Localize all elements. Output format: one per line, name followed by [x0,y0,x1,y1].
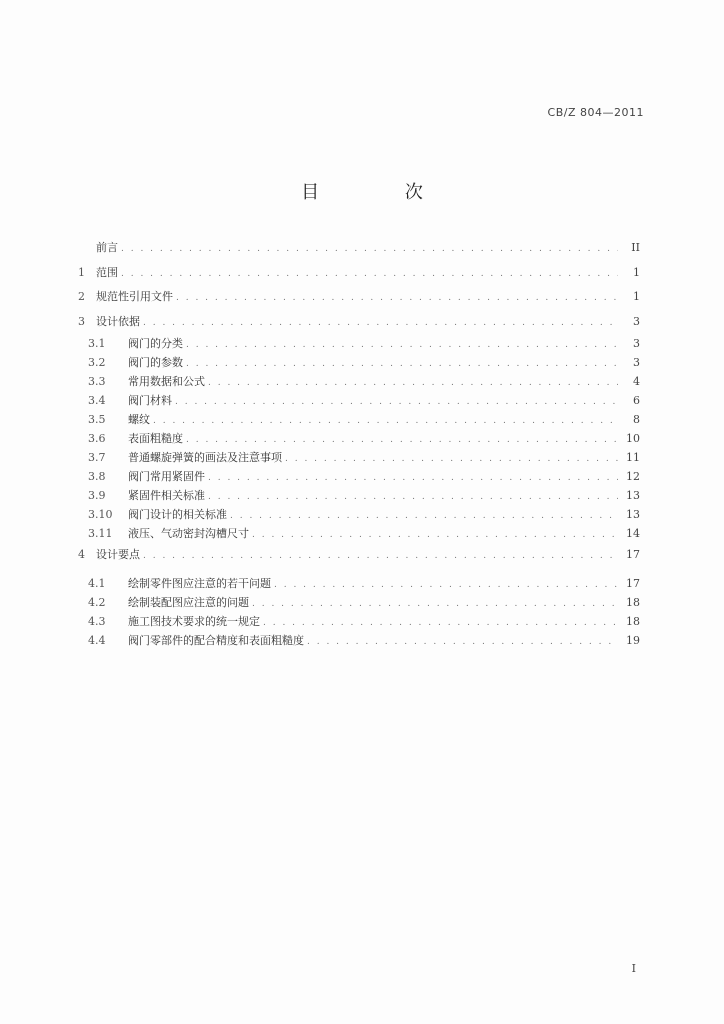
toc-entry [78,285,640,310]
toc-leader-dots [252,526,618,545]
toc-entry [78,631,640,650]
toc-entry-page: 13 [626,508,640,521]
toc-entry-number: 3.2 [88,356,106,369]
toc-entry-label: 阀门的分类 [128,337,183,350]
toc-entry-number: 3.8 [88,470,106,483]
toc-entry-page: 19 [626,633,640,647]
toc-entry-label: 紧固件相关标准 [128,489,205,502]
toc-entry [78,372,640,391]
toc-entry-number: 3.7 [88,451,106,464]
toc-entry-number: 1 [78,265,85,279]
page-title: 目 次 [301,182,463,203]
toc-leader-dots [252,595,618,614]
toc-entry [78,574,640,593]
toc-leader-dots [186,336,618,355]
toc-leader-dots [176,286,618,311]
toc-entry-label: 阀门的参数 [128,356,183,369]
toc-entry [78,353,640,372]
toc-entry [78,448,640,467]
toc-leader-dots [175,393,618,412]
toc-leader-dots [143,544,618,569]
toc-entry-page: 4 [633,375,640,388]
toc-entry-page: 18 [626,595,640,609]
toc-entry-label: 规范性引用文件 [96,290,173,303]
toc-entry-page: 1 [633,290,640,303]
standard-code: CB/Z 804—2011 [547,106,644,119]
toc-entry-number: 2 [78,290,85,303]
toc-leader-dots [121,262,618,287]
toc-entry-page: 11 [626,451,640,464]
toc-entry-label: 施工图技术要求的统一规定 [128,614,260,628]
toc-entry [78,505,640,524]
toc-entry-number: 4.3 [88,614,106,628]
toc-entry-page: 3 [633,314,640,328]
toc-entry [78,429,640,448]
toc-leader-dots [208,488,618,507]
toc-leader-dots [208,374,618,393]
toc-entry-label: 设计依据 [96,314,140,328]
toc-entry-page: 18 [626,614,640,628]
toc-entry-label: 阀门零部件的配合精度和表面粗糙度 [128,633,304,647]
page-number: I [631,962,636,975]
toc-entry-label: 阀门常用紧固件 [128,470,205,483]
toc-entry [78,486,640,505]
toc-entry-number: 3.4 [88,394,106,407]
toc-entry-label: 螺纹 [128,413,150,426]
toc-entry-label: 普通螺旋弹簧的画法及注意事项 [128,451,282,464]
toc-entry-page: 14 [626,527,640,540]
toc-entry [78,391,640,410]
toc-entry-page: 17 [626,576,640,590]
toc-entry-number: 3.9 [88,489,106,502]
toc-entry [78,410,640,429]
toc-entry [78,524,640,543]
toc-entry-label: 前言 [96,241,118,254]
toc-leader-dots [230,507,618,526]
toc-entry-page: 10 [626,432,640,445]
toc-entry [78,612,640,631]
toc-entry-number: 4.1 [88,576,106,590]
toc-entry-label: 常用数据和公式 [128,375,205,388]
toc-leader-dots [208,469,618,488]
toc-entry [78,236,640,261]
toc-leader-dots [153,412,618,431]
toc-entry-number: 3.5 [88,413,106,426]
toc-entry-label: 绘制零件图应注意的若干问题 [128,576,271,590]
toc-entry-label: 液压、气动密封沟槽尺寸 [128,527,249,540]
toc-leader-dots [263,614,618,633]
toc-entry-label: 阀门材料 [128,394,172,407]
toc-entry-number: 3.3 [88,375,106,388]
toc-leader-dots [274,576,618,595]
toc-entry-number: 4 [78,548,85,561]
toc-entry-page: 17 [626,548,640,561]
table-of-contents [78,236,640,650]
toc-entry-page: 3 [633,356,640,369]
toc-entry-page: 12 [626,470,640,483]
toc-entry-number: 4.2 [88,595,106,609]
toc-entry-page: 13 [626,489,640,502]
toc-entry-number: 3.1 [88,337,106,350]
toc-leader-dots [121,237,618,262]
toc-leader-dots [143,311,618,336]
toc-entry-label: 表面粗糙度 [128,432,183,445]
toc-entry-page: 8 [633,413,640,426]
toc-entry-page: II [631,241,640,254]
toc-entry [78,334,640,353]
toc-entry-page: 1 [633,265,640,279]
toc-entry [78,593,640,612]
toc-entry-page: 6 [633,394,640,407]
toc-entry [78,310,640,335]
toc-entry-label: 阀门设计的相关标准 [128,508,227,521]
toc-leader-dots [307,633,618,652]
toc-entry-label: 范围 [96,265,118,279]
toc-entry-page: 3 [633,337,640,350]
toc-leader-dots [285,450,618,469]
toc-entry-number: 3.11 [88,527,113,540]
toc-entry [78,261,640,286]
toc-leader-dots [186,355,618,374]
toc-entry [78,543,640,568]
toc-entry-number: 3.10 [88,508,113,521]
toc-entry-number: 3 [78,314,85,328]
toc-entry-label: 绘制装配图应注意的问题 [128,595,249,609]
toc-entry-label: 设计要点 [96,548,140,561]
toc-entry-number: 4.4 [88,633,106,647]
toc-entry-number: 3.6 [88,432,106,445]
toc-entry [78,467,640,486]
